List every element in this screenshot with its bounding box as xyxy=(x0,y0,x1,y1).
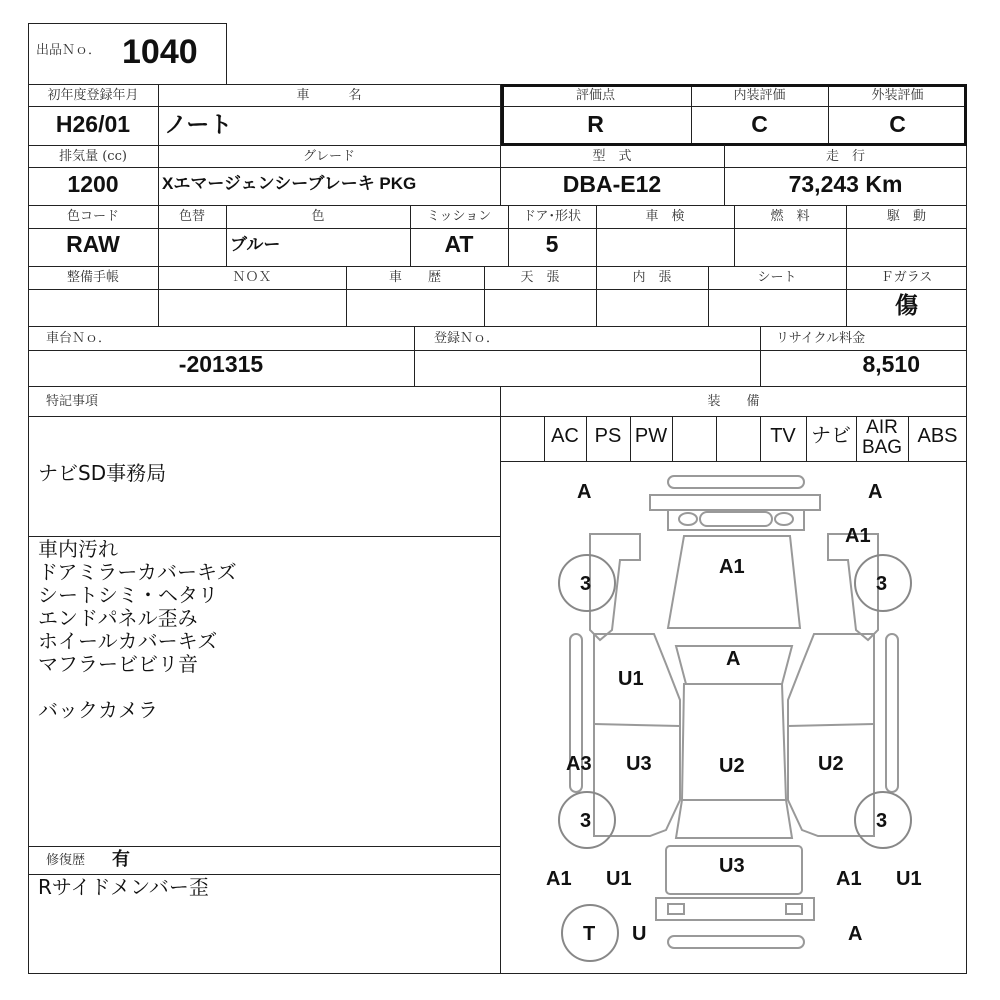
car-name-value: ノート xyxy=(164,111,233,137)
rear-bumper-shape xyxy=(656,898,814,920)
score-label: 評価点 xyxy=(575,88,615,103)
mission-value: AT xyxy=(444,231,474,257)
color-code-label: 色コード xyxy=(66,209,119,224)
score-value: R xyxy=(587,111,604,137)
mileage-value: 73,243 Km xyxy=(788,171,903,197)
repair-history-value: 有 xyxy=(112,849,130,870)
mark-front-right-bumper: A xyxy=(868,481,883,503)
exterior-value: C xyxy=(889,111,906,137)
equipment-item: ナビ xyxy=(811,425,851,447)
mark-rear-right: A xyxy=(848,923,863,945)
mark-left-front-door: U1 xyxy=(618,668,644,690)
note-line: マフラービビリ音 xyxy=(38,652,198,676)
mark-trunk: U3 xyxy=(719,855,745,877)
mark-hood: A1 xyxy=(719,556,745,578)
interior-label: 内装評価 xyxy=(733,88,786,103)
note-line: エンドパネル歪み xyxy=(38,606,198,630)
left-side-doors-shape xyxy=(594,634,680,836)
roof-shape xyxy=(682,684,786,800)
hood-shape xyxy=(668,536,800,628)
mark-right-rear-panel: U1 xyxy=(896,868,922,890)
car-name-label: 車 名 xyxy=(296,88,362,103)
spare-tire-text: T xyxy=(583,923,596,945)
mark-right-front-fender: A1 xyxy=(845,525,871,547)
reg-date-value: H26/01 xyxy=(55,111,131,137)
car-history-label: 車 歴 xyxy=(388,270,441,285)
equipment-item: PW xyxy=(634,425,668,447)
grade-value: Xエマージェンシーブレーキ PKG xyxy=(162,174,417,193)
color-label: 色 xyxy=(311,209,325,224)
chassis-number-value: -201315 xyxy=(178,351,264,377)
right-side-doors-shape xyxy=(788,634,874,836)
mark-front-left-bumper: A xyxy=(577,481,592,503)
mark-left-rear-panel: U1 xyxy=(606,868,632,890)
equipment-item: TV xyxy=(770,425,796,447)
door-shape-label: ドア･形状 xyxy=(522,209,582,224)
tire-rr-text: 3 xyxy=(876,810,888,832)
reg-date-label: 初年度登録年月 xyxy=(47,88,139,103)
recycle-fee-label: リサイクル料金 xyxy=(776,331,866,346)
right-front-fender-shape xyxy=(828,534,878,640)
mission-label: ミッション xyxy=(426,209,492,224)
equipment-item: AC xyxy=(551,425,579,447)
repair-history-label: 修復歴 xyxy=(46,853,86,868)
equipment-item: PS xyxy=(594,425,622,447)
equipment-item: ABS xyxy=(917,425,958,447)
repaint-label: 色替 xyxy=(178,209,205,224)
interior-value: C xyxy=(751,111,768,137)
mileage-label: 走 行 xyxy=(825,149,865,164)
front-glass-value: 傷 xyxy=(895,292,918,318)
tire-fl-text: 3 xyxy=(580,573,592,595)
seat-label: シート xyxy=(757,270,797,285)
mark-left-rear-quarter-low: A1 xyxy=(546,868,572,890)
rear-window-shape xyxy=(676,800,792,838)
mark-windshield: A xyxy=(726,648,741,670)
front-bumper-shape xyxy=(650,495,820,510)
nox-label: ＮＯＸ xyxy=(232,270,272,285)
mark-right-rear-quarter-low: A1 xyxy=(836,868,862,890)
grade-label: グレード xyxy=(302,149,355,164)
exterior-label: 外装評価 xyxy=(871,88,924,103)
mark-left-rear-quarter: A3 xyxy=(566,753,592,775)
tire-fr-text: 3 xyxy=(876,573,888,595)
note-line: シートシミ・ヘタリ xyxy=(38,583,218,607)
tire-rl-text: 3 xyxy=(580,810,592,832)
recycle-fee-value: 8,510 xyxy=(862,351,920,377)
equipment-label: 装 備 xyxy=(707,394,760,409)
lot-number-label: 出品Ｎｏ． xyxy=(36,43,102,58)
door-shape-value: 5 xyxy=(545,231,559,257)
displacement-value: 1200 xyxy=(67,171,119,197)
mark-rear-bumper: U xyxy=(632,923,647,945)
drive-label: 駆 動 xyxy=(886,209,926,224)
note-line: 車内汚れ xyxy=(38,537,118,561)
fuel-label: 燃 料 xyxy=(770,209,810,224)
mark-roof: U2 xyxy=(719,755,745,777)
front-glass-label: Ｆガラス xyxy=(880,270,933,285)
inspection-label: 車 検 xyxy=(645,209,685,224)
car-damage-diagram xyxy=(501,462,967,974)
notes-label: 特記事項 xyxy=(46,394,99,409)
front-bumper-top-shape xyxy=(668,476,804,488)
color-value: ブルー xyxy=(230,235,281,254)
roof-lining-label: 天 張 xyxy=(520,270,560,285)
equipment-item: AIR BAG xyxy=(861,417,903,458)
chassis-number-label: 車台Ｎｏ． xyxy=(46,331,112,346)
mark-right-rear-door: U2 xyxy=(818,753,844,775)
notes-top-text: ナビSD事務局 xyxy=(38,461,167,485)
mark-left-rear-door: U3 xyxy=(626,753,652,775)
color-code-value: RAW xyxy=(66,231,120,257)
maintenance-book-label: 整備手帳 xyxy=(66,270,119,285)
repair-detail: Rサイドメンバー歪 xyxy=(38,875,209,899)
note-line: ホイールカバーキズ xyxy=(38,629,218,653)
note-line: バックカメラ xyxy=(38,698,158,722)
note-line: ドアミラーカバーキズ xyxy=(38,560,237,584)
displacement-label: 排気量 (cc) xyxy=(59,149,127,164)
inner-lining-label: 内 張 xyxy=(632,270,672,285)
model-type-value: DBA-E12 xyxy=(562,171,662,197)
lot-number: 1040 xyxy=(122,33,198,71)
registration-number-label: 登録Ｎｏ． xyxy=(434,331,500,346)
model-type-label: 型 式 xyxy=(592,149,632,164)
